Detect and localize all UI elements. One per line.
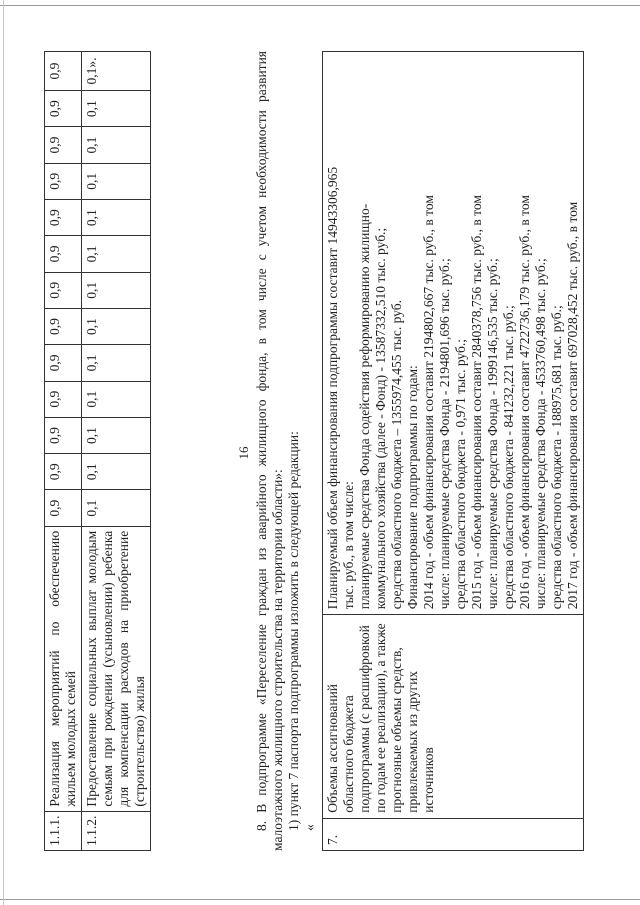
financing-details: [323, 51, 584, 614]
indicator-cell: 0,9: [45, 235, 82, 271]
financing-line: Планируемый объем финансирования подпрограммы составит 14943306,965: [325, 166, 340, 609]
indicator-cell: 0,9: [45, 490, 82, 526]
indicator-cell: 0,9: [45, 90, 82, 126]
indicator-cell: 0,1: [82, 381, 151, 417]
row-description: Реализация мероприятий по обеспечению жильем молодых семей: [45, 526, 82, 811]
indicator-cell: 0,9: [45, 453, 82, 489]
rotated-document-page: [40, 23, 600, 883]
scan-artifact-line: [0, 5, 640, 6]
opening-quote: «: [302, 823, 317, 831]
indicator-cell: 0,1».: [82, 51, 151, 90]
scan-artifact-edge: [3, 0, 4, 905]
subprogram-passport-table: [322, 51, 584, 851]
row-label: Объемы ассигнований областного бюджета подпрограммы (с расшифровкой по годам ее реализации), а также прогнозные объемы средств, привлекаемых из других источников: [323, 614, 584, 817]
indicator-cell: 0,1: [82, 199, 151, 235]
row-number: 7.: [323, 818, 584, 850]
indicator-cell: 0,1: [82, 344, 151, 380]
indicator-cell: 0,1: [82, 453, 151, 489]
indicator-cell: 0,1: [82, 308, 151, 344]
financing-line: 2017 год - объем финансирования составит 697028,452 тыс. руб., в том: [565, 201, 580, 609]
table-row: [45, 51, 82, 850]
indicator-cell: 0,1: [82, 235, 151, 271]
table-row: [323, 51, 584, 850]
indicator-cell: 0,9: [45, 417, 82, 453]
indicator-cell: 0,9: [45, 126, 82, 162]
financing-line: средства областного бюджета - 188975,681 тыс. руб.;: [549, 304, 564, 609]
financing-line: тыс. руб., в том числе:: [341, 480, 356, 609]
financing-line: средства областного бюджета - 841232,221 тыс. руб.;: [501, 304, 516, 609]
table-row: [82, 51, 151, 850]
scan-artifact-line: [0, 899, 640, 900]
indicator-cell: 0,9: [45, 51, 82, 90]
indicator-cell: 0,9: [45, 272, 82, 308]
financing-line: 2015 год - объем финансирования составит 2840378,756 тыс. руб., в том: [469, 194, 484, 609]
indicator-cell: 0,1: [82, 272, 151, 308]
indicator-cell: 0,9: [45, 163, 82, 199]
financing-line: 2016 год - объем финансирования составит 4722736,179 тыс. руб., в том: [517, 194, 532, 609]
indicator-cell: 0,1: [82, 417, 151, 453]
page-number: 16: [236, 446, 251, 459]
row-description: Предоставление социальных выплат молодым семьям при рождении (усыновлении) ребенка для компенсации расходов на приобретение (строительство) жилья: [82, 526, 151, 811]
financing-line: 2014 год - объем финансирования составит 2194802,667 тыс. руб., в том: [421, 194, 436, 609]
amendment-subparagraph: 1) пункт 7 паспорта подпрограммы изложить в следующей редакции:: [286, 430, 301, 831]
row-number: 1.1.2.: [82, 811, 151, 850]
indicator-cell: 0,9: [45, 344, 82, 380]
indicator-cell: 0,9: [45, 308, 82, 344]
indicator-cell: 0,9: [45, 199, 82, 235]
financing-line: средства областного бюджета - 0,971 тыс. руб.;: [453, 338, 468, 609]
indicator-cell: 0,1: [82, 490, 151, 526]
indicator-cell: 0,1: [82, 126, 151, 162]
financing-line: средства областного бюджета – 1355974,455 тыс. руб.: [389, 299, 404, 609]
subprogram-indicators-table: [44, 51, 151, 851]
amendment-paragraph: 8. В подпрограмме «Переселение граждан из аварийного жилищного фонда, в том числе с учетом необходимости развития малоэтажного жилищного строительства на территории области»:: [254, 50, 285, 851]
financing-line: планируемые средства Фонда содействия реформированию жилищно-: [357, 203, 372, 609]
financing-line: Финансирование подпрограммы по годам:: [405, 364, 420, 609]
financing-line: коммунального хозяйства (далее - Фонд) - 13587332,510 тыс. руб.;: [373, 227, 388, 609]
financing-line: числе: планируемые средства Фонда - 2194801,696 тыс. руб.;: [437, 257, 452, 609]
indicator-cell: 0,1: [82, 90, 151, 126]
indicator-cell: 0,9: [45, 381, 82, 417]
row-number: 1.1.1.: [45, 811, 82, 850]
financing-line: числе: планируемые средства Фонда - 1999146,535 тыс. руб.;: [485, 257, 500, 609]
indicator-cell: 0,1: [82, 163, 151, 199]
financing-line: числе: планируемые средства Фонда - 4533760,498 тыс. руб.;: [533, 257, 548, 609]
